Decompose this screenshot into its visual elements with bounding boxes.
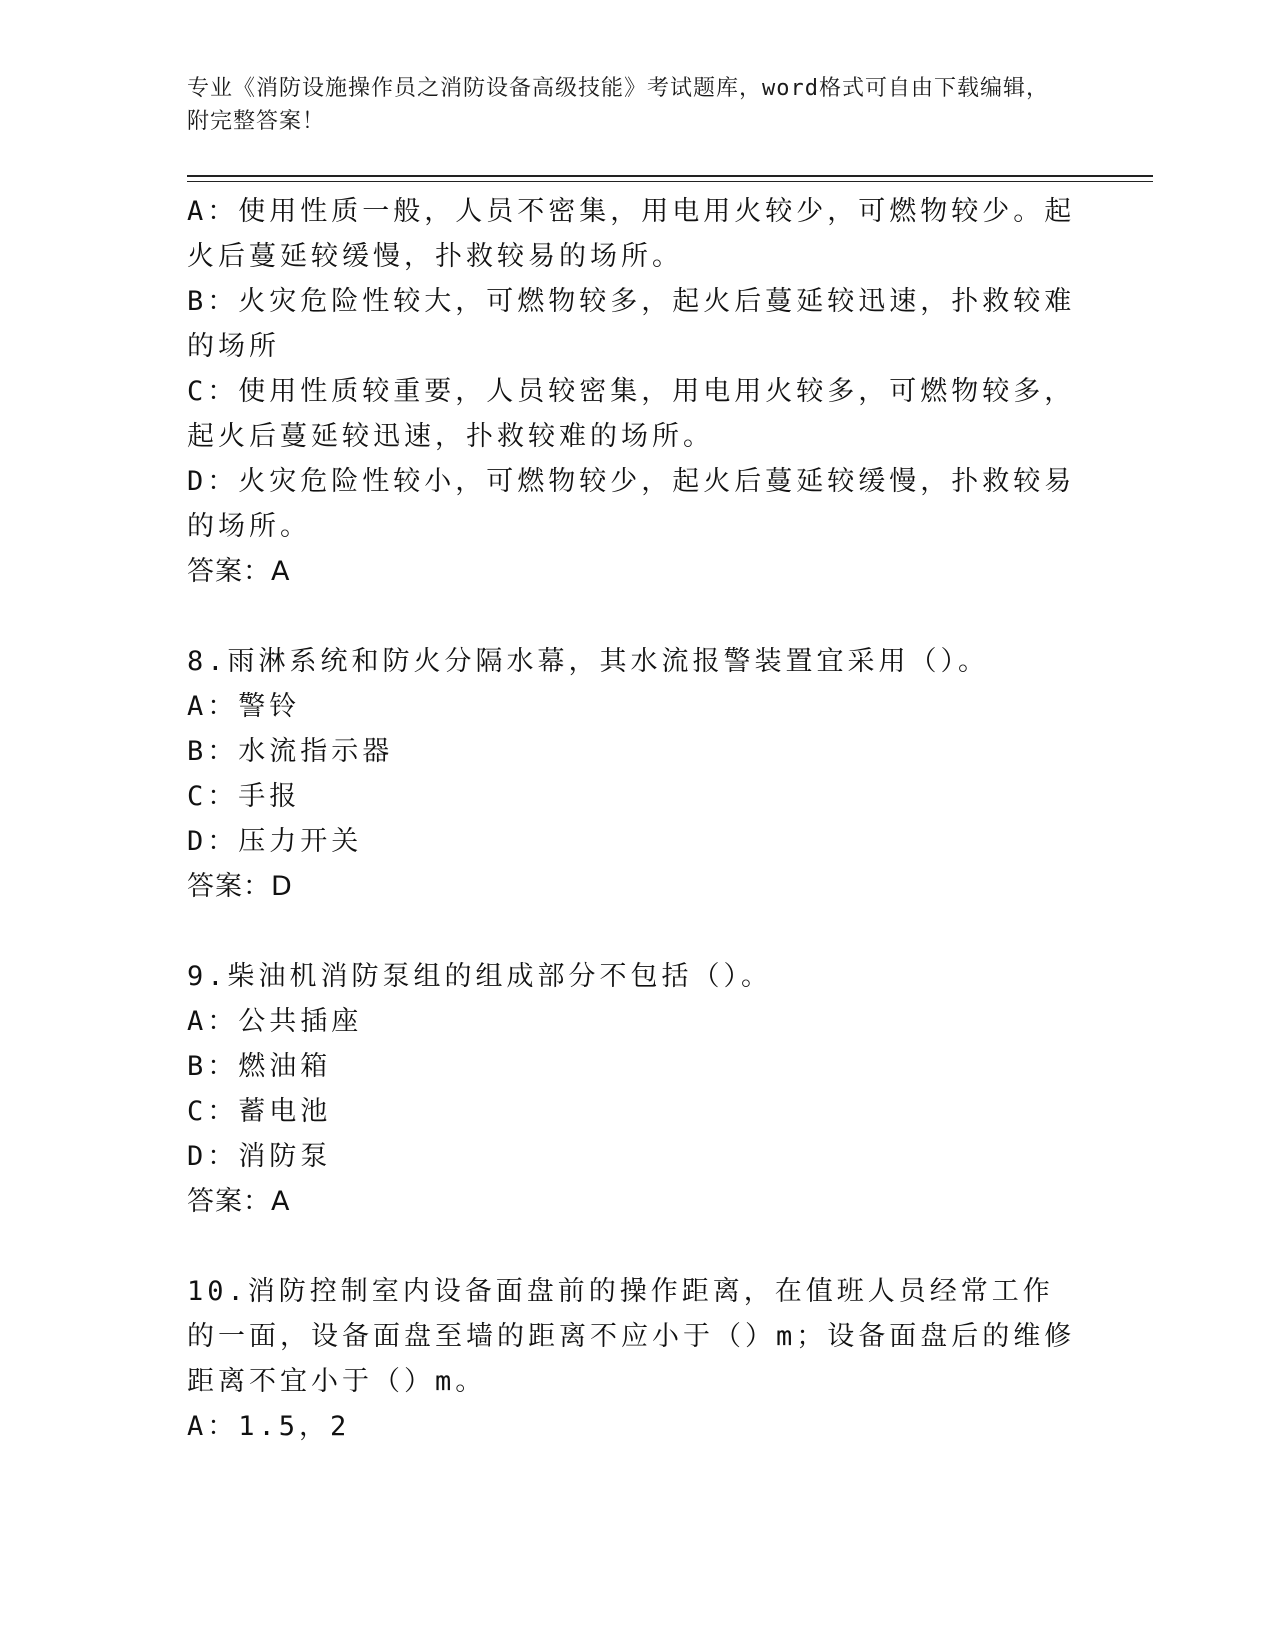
q10-option-a: A：1.5，2 [187,1411,351,1442]
q9-option-a: A：公共插座 [187,1006,363,1037]
spacer [187,909,1077,954]
q7-answer: 答案：A [187,556,291,587]
q9-option-b: B：燃油箱 [187,1051,332,1082]
q9-question: 9.柴油机消防泵组的组成部分不包括（）。 [187,961,773,992]
q7-option-b: B：火灾危险性较大，可燃物较多，起火后蔓延较迅速，扑救较难的场所 [187,286,1076,362]
document-header: 专业《消防设施操作员之消防设备高级技能》考试题库，word格式可自由下载编辑，附完整答案！ [187,76,1049,134]
question-content [187,189,1077,1449]
q9-option-d: D：消防泵 [187,1141,332,1172]
q8-question: 8.雨淋系统和防火分隔水幕，其水流报警装置宜采用（）。 [187,646,990,677]
header-divider-thin [187,181,1153,182]
header-divider-thick [187,175,1153,177]
q8-option-d: D：压力开关 [187,826,363,857]
q7-option-a: A：使用性质一般，人员不密集，用电用火较少，可燃物较少。起火后蔓延较缓慢，扑救较易的场所。 [187,196,1076,272]
spacer [187,594,1077,639]
q7-option-c: C：使用性质较重要，人员较密集，用电用火较多，可燃物较多，起火后蔓延较迅速，扑救较难的场所。 [187,376,1076,452]
q8-option-c: C：手报 [187,781,301,812]
q9-answer: 答案：A [187,1186,291,1217]
spacer [187,1224,1077,1269]
q10-question: 10.消防控制室内设备面盘前的操作距离，在值班人员经常工作的一面，设备面盘至墙的距离不应小于（）m；设备面盘后的维修距离不宜小于（）m。 [187,1276,1076,1397]
q8-option-a: A：警铃 [187,691,301,722]
q7-option-d: D：火灾危险性较小，可燃物较少，起火后蔓延较缓慢，扑救较易的场所。 [187,466,1076,542]
q9-option-c: C：蓄电池 [187,1096,332,1127]
q8-option-b: B：水流指示器 [187,736,394,767]
q8-answer: 答案：D [187,871,293,902]
